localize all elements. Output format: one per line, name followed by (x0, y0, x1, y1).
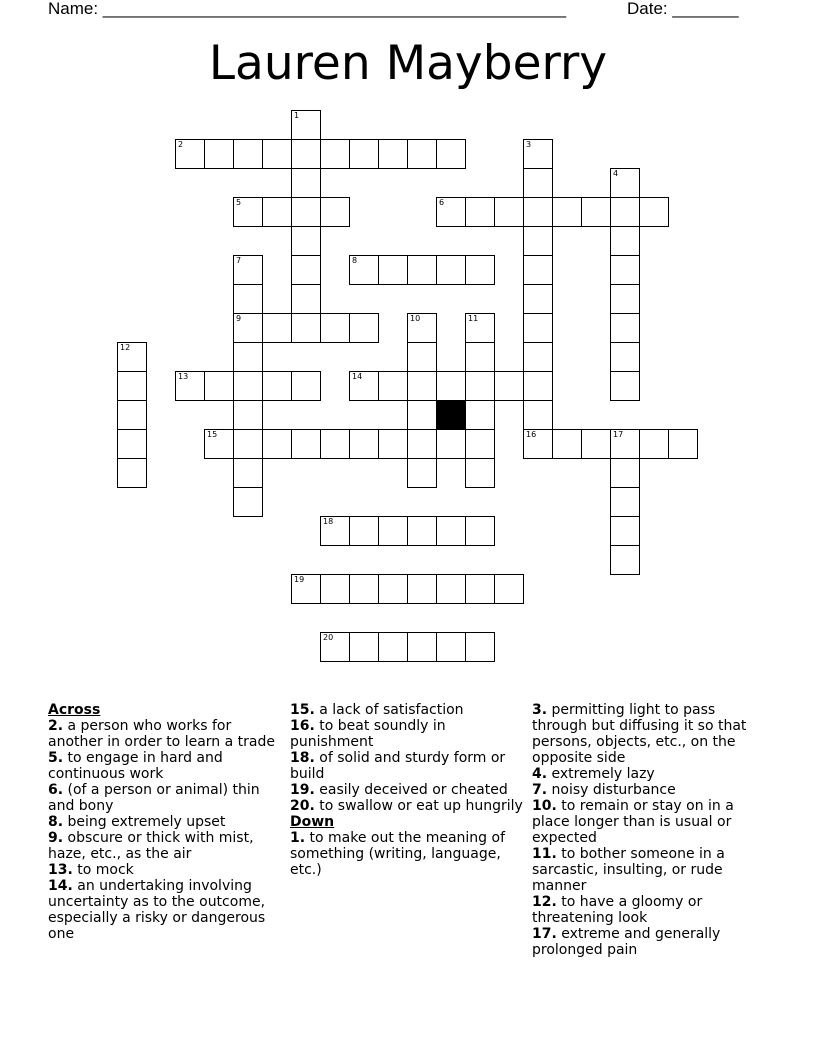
crossword-cell[interactable] (465, 255, 495, 285)
down-heading: Down (290, 814, 335, 830)
crossword-cell[interactable] (407, 400, 437, 430)
crossword-cell[interactable] (233, 458, 263, 488)
crossword-cell[interactable] (407, 574, 437, 604)
crossword-cell[interactable] (233, 313, 263, 343)
crossword-cell[interactable] (204, 139, 234, 169)
clue-column-3 (532, 702, 758, 958)
across-clue: 9. obscure or thick with mist, haze, etc., as the air (48, 830, 254, 862)
crossword-cell[interactable] (436, 516, 466, 546)
across-clue: 20. to swallow or eat up hungrily (290, 798, 523, 814)
crossword-cell[interactable] (523, 313, 553, 343)
crossword-cell[interactable] (436, 255, 466, 285)
clue-number: 13 (178, 372, 189, 381)
clue-number: 4 (613, 169, 619, 178)
crossword-cell[interactable] (291, 284, 321, 314)
crossword-cell[interactable] (262, 313, 292, 343)
crossword-cell[interactable] (610, 545, 640, 575)
crossword-cell[interactable] (407, 458, 437, 488)
crossword-cell[interactable] (291, 371, 321, 401)
crossword-cell[interactable] (610, 168, 640, 198)
crossword-cell[interactable] (233, 342, 263, 372)
clue-number: 7 (236, 256, 242, 265)
crossword-cell[interactable] (436, 197, 466, 227)
crossword-cell[interactable] (349, 371, 379, 401)
crossword-cell[interactable] (581, 429, 611, 459)
crossword-cell[interactable] (610, 487, 640, 517)
crossword-cell[interactable] (262, 197, 292, 227)
down-clue: 12. to have a gloomy or threatening look (532, 894, 703, 926)
clue-number: 15 (207, 430, 218, 439)
crossword-cell[interactable] (233, 284, 263, 314)
clue-number: 1 (294, 111, 300, 120)
clue-number: 14 (352, 372, 363, 381)
crossword-cell[interactable] (233, 371, 263, 401)
crossword-cell[interactable] (291, 313, 321, 343)
crossword-cell[interactable] (494, 371, 524, 401)
crossword-cell[interactable] (436, 139, 466, 169)
crossword-cell[interactable] (639, 429, 669, 459)
crossword-cell[interactable] (117, 342, 147, 372)
crossword-cell[interactable] (378, 632, 408, 662)
crossword-cell[interactable] (233, 197, 263, 227)
crossword-cell[interactable] (117, 371, 147, 401)
crossword-cell[interactable] (610, 429, 640, 459)
crossword-cell[interactable] (668, 429, 698, 459)
crossword-cell[interactable] (436, 574, 466, 604)
crossword-cell[interactable] (407, 139, 437, 169)
crossword-cell[interactable] (610, 284, 640, 314)
across-clue: 15. a lack of satisfaction (290, 702, 464, 718)
crossword-cell[interactable] (465, 458, 495, 488)
crossword-cell[interactable] (291, 110, 321, 140)
clue-number: 20 (323, 633, 334, 642)
crossword-cell[interactable] (407, 516, 437, 546)
crossword-cell[interactable] (320, 429, 350, 459)
crossword-cell[interactable] (349, 632, 379, 662)
across-clue: 18. of solid and sturdy form or build (290, 750, 506, 782)
black-square (436, 400, 466, 430)
clue-number: 10 (410, 314, 421, 323)
crossword-cell[interactable] (407, 632, 437, 662)
clue-column-2 (290, 702, 526, 878)
down-clue: 3. permitting light to pass through but diffusing it so that persons, objects, etc., on the opposite side (532, 702, 747, 766)
crossword-cell[interactable] (610, 255, 640, 285)
crossword-cell[interactable] (291, 197, 321, 227)
crossword-cell[interactable] (639, 197, 669, 227)
crossword-cell[interactable] (465, 313, 495, 343)
crossword-cell[interactable] (378, 574, 408, 604)
crossword-cell[interactable] (291, 255, 321, 285)
crossword-cell[interactable] (610, 371, 640, 401)
crossword-cell[interactable] (320, 313, 350, 343)
crossword-cell[interactable] (523, 197, 553, 227)
crossword-cell[interactable] (233, 487, 263, 517)
crossword-cell[interactable] (349, 255, 379, 285)
across-heading: Across (48, 702, 101, 718)
crossword-cell[interactable] (610, 458, 640, 488)
crossword-cell[interactable] (291, 168, 321, 198)
crossword-cell[interactable] (117, 400, 147, 430)
crossword-cell[interactable] (465, 632, 495, 662)
crossword-cell[interactable] (175, 371, 205, 401)
down-clue: 4. extremely lazy (532, 766, 655, 782)
clue-number: 8 (352, 256, 358, 265)
crossword-cell[interactable] (523, 226, 553, 256)
crossword-cell[interactable] (465, 371, 495, 401)
clue-number: 19 (294, 575, 305, 584)
crossword-cell[interactable] (233, 400, 263, 430)
down-clue: 10. to remain or stay on in a place longer than is usual or expected (532, 798, 734, 846)
across-clue: 16. to beat soundly in punishment (290, 718, 446, 750)
crossword-cell[interactable] (523, 168, 553, 198)
crossword-cell[interactable] (465, 574, 495, 604)
crossword-cell[interactable] (552, 197, 582, 227)
crossword-cell[interactable] (233, 139, 263, 169)
crossword-cell[interactable] (610, 342, 640, 372)
crossword-cell[interactable] (494, 574, 524, 604)
crossword-cell[interactable] (436, 371, 466, 401)
down-clue: 17. extreme and generally prolonged pain (532, 926, 721, 958)
across-clue: 5. to engage in hard and continuous work (48, 750, 223, 782)
crossword-cell[interactable] (407, 342, 437, 372)
crossword-cell[interactable] (436, 632, 466, 662)
clue-column-1 (48, 702, 286, 942)
crossword-cell[interactable] (233, 429, 263, 459)
crossword-cell[interactable] (610, 313, 640, 343)
clue-number: 16 (526, 430, 537, 439)
across-clue: 8. being extremely upset (48, 814, 226, 830)
crossword-cell[interactable] (378, 429, 408, 459)
crossword-cell[interactable] (262, 429, 292, 459)
crossword-cell[interactable] (407, 429, 437, 459)
crossword-cell[interactable] (523, 255, 553, 285)
crossword-cell[interactable] (465, 516, 495, 546)
crossword-cell[interactable] (378, 255, 408, 285)
clue-number: 5 (236, 198, 242, 207)
crossword-cell[interactable] (378, 139, 408, 169)
crossword-cell[interactable] (436, 429, 466, 459)
crossword-cell[interactable] (407, 255, 437, 285)
crossword-cell[interactable] (494, 197, 524, 227)
crossword-cell[interactable] (523, 371, 553, 401)
crossword-cell[interactable] (320, 139, 350, 169)
crossword-cell[interactable] (262, 139, 292, 169)
crossword-cell[interactable] (204, 429, 234, 459)
crossword-cell[interactable] (349, 429, 379, 459)
across-clue: 6. (of a person or animal) thin and bony (48, 782, 260, 814)
crossword-cell[interactable] (523, 429, 553, 459)
crossword-cell[interactable] (407, 313, 437, 343)
down-clue: 11. to bother someone in a sarcastic, insulting, or rude manner (532, 846, 725, 894)
puzzle-title: Lauren Mayberry (208, 36, 608, 91)
crossword-cell[interactable] (320, 516, 350, 546)
crossword-cell[interactable] (523, 400, 553, 430)
crossword-cell[interactable] (233, 255, 263, 285)
crossword-cell[interactable] (175, 139, 205, 169)
clue-number: 18 (323, 517, 334, 526)
across-clue: 14. an undertaking involving uncertainty as to the outcome, especially a risky or dangerous one (48, 878, 266, 942)
across-clue: 13. to mock (48, 862, 134, 878)
across-clue: 2. a person who works for another in order to learn a trade (48, 718, 275, 750)
crossword-cell[interactable] (407, 371, 437, 401)
crossword-cell[interactable] (552, 429, 582, 459)
crossword-cell[interactable] (465, 400, 495, 430)
crossword-cell[interactable] (610, 516, 640, 546)
crossword-cell[interactable] (320, 632, 350, 662)
down-clue: 7. noisy disturbance (532, 782, 676, 798)
crossword-cell[interactable] (349, 516, 379, 546)
crossword-cell[interactable] (262, 371, 292, 401)
crossword-cell[interactable] (291, 226, 321, 256)
crossword-cell[interactable] (378, 371, 408, 401)
crossword-cell[interactable] (291, 574, 321, 604)
date-field-label[interactable]: Date: _______ (627, 0, 739, 18)
across-clue: 19. easily deceived or cheated (290, 782, 508, 798)
clue-number: 2 (178, 140, 184, 149)
clue-number: 11 (468, 314, 479, 323)
crossword-cell[interactable] (349, 313, 379, 343)
clue-number: 12 (120, 343, 131, 352)
crossword-cell[interactable] (291, 429, 321, 459)
crossword-cell[interactable] (523, 342, 553, 372)
crossword-cell[interactable] (523, 139, 553, 169)
crossword-cell[interactable] (610, 226, 640, 256)
clue-number: 3 (526, 140, 532, 149)
crossword-cell[interactable] (349, 574, 379, 604)
crossword-cell[interactable] (349, 139, 379, 169)
crossword-cell[interactable] (610, 197, 640, 227)
crossword-cell[interactable] (581, 197, 611, 227)
name-field-label[interactable]: Name: _________________________________________________ (48, 0, 567, 18)
clue-number: 6 (439, 198, 445, 207)
clue-number: 17 (613, 430, 624, 439)
crossword-cell[interactable] (320, 197, 350, 227)
crossword-cell[interactable] (465, 429, 495, 459)
crossword-cell[interactable] (523, 284, 553, 314)
crossword-cell[interactable] (204, 371, 234, 401)
crossword-cell[interactable] (320, 574, 350, 604)
crossword-cell[interactable] (378, 516, 408, 546)
crossword-cell[interactable] (291, 139, 321, 169)
crossword-cell[interactable] (465, 197, 495, 227)
clue-number: 9 (236, 314, 242, 323)
crossword-cell[interactable] (117, 429, 147, 459)
clue-list (0, 702, 816, 1042)
crossword-cell[interactable] (465, 342, 495, 372)
down-clue: 1. to make out the meaning of something (writing, language, etc.) (290, 830, 506, 878)
crossword-cell[interactable] (117, 458, 147, 488)
